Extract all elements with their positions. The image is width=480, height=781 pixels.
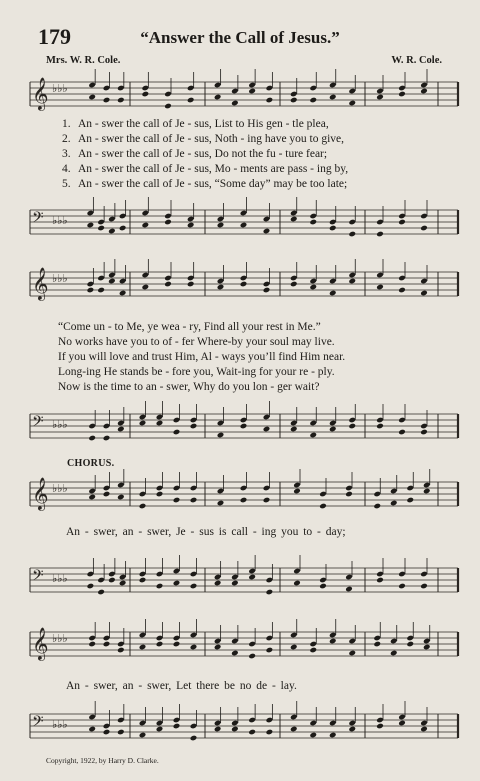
verse-line-4b: Long-ing He stands be - fore you, Wait-ing for your re - ply. — [58, 366, 335, 378]
bass-clef-icon: 𝄢 — [32, 567, 44, 588]
composer-credit: W. R. Cole. — [391, 55, 442, 66]
treble-staff-system-1 — [30, 77, 458, 110]
hymn-title: “Answer the Call of Jesus.” — [140, 28, 340, 47]
bass-clef-icon: 𝄢 — [32, 713, 44, 734]
treble-clef-icon: 𝄞 — [32, 77, 49, 110]
chorus-lyric-line-1: An - swer, an - swer, Je - sus is call - ing you to - day; — [66, 526, 346, 538]
key-signature-flats: ♭♭♭ — [52, 572, 68, 585]
verse-line-3: 3. An - swer the call of Je - sus, Do not the fu - ture fear; — [62, 148, 328, 160]
key-signature-flats: ♭♭♭ — [52, 418, 68, 431]
verse-line-1: 1. An - swer the call of Je - sus, List to His gen - tle plea, — [62, 118, 329, 130]
bass-staff-chorus-1 — [30, 568, 458, 592]
treble-clef-icon: 𝄞 — [32, 627, 49, 660]
hymn-number: 179 — [38, 24, 71, 49]
bass-staff-chorus-2 — [30, 714, 458, 738]
treble-staff-chorus-1 — [30, 477, 458, 510]
verse-line-5b: Now is the time to an - swer, Why do you lon - ger wait? — [58, 381, 320, 393]
verse-line-2: 2. An - swer the call of Je - sus, Noth - ing have you to give, — [62, 133, 345, 145]
key-signature-flats: ♭♭♭ — [52, 718, 68, 731]
key-signature-flats: ♭♭♭ — [52, 214, 68, 227]
verse-line-2b: No works have you to of - fer Where-by your soul may live. — [58, 336, 335, 348]
verse-line-1b: “Come un - to Me, ye wea - ry, Find all your rest in Me.” — [58, 321, 321, 333]
bass-clef-icon: 𝄢 — [32, 209, 44, 230]
treble-staff-system-2 — [30, 267, 458, 300]
verse-line-3b: If you will love and trust Him, Al - ways you’ll find Him near. — [58, 351, 346, 363]
lyricist-credit: Mrs. W. R. Cole. — [46, 55, 121, 66]
key-signature-flats: ♭♭♭ — [52, 82, 68, 95]
verse-line-5: 5. An - swer the call of Je - sus, “Some day” may be too late; — [62, 178, 348, 190]
bass-clef-icon: 𝄢 — [32, 413, 44, 434]
verse-line-4: 4. An - swer the call of Je - sus, Mo - ments are pass - ing by, — [62, 163, 349, 175]
chorus-lyric-line-2: An - swer, an - swer, Let there be no de - lay. — [66, 680, 297, 692]
copyright-notice: Copyright, 1922, by Harry D. Clarke. — [46, 756, 159, 765]
treble-staff-chorus-2 — [30, 627, 458, 660]
chorus-label: CHORUS. — [67, 458, 115, 469]
key-signature-flats: ♭♭♭ — [52, 272, 68, 285]
bass-staff-system-1 — [30, 210, 458, 234]
treble-clef-icon: 𝄞 — [32, 477, 49, 510]
key-signature-flats: ♭♭♭ — [52, 482, 68, 495]
bass-staff-system-2 — [30, 414, 458, 438]
key-signature-flats: ♭♭♭ — [52, 632, 68, 645]
treble-clef-icon: 𝄞 — [32, 267, 49, 300]
